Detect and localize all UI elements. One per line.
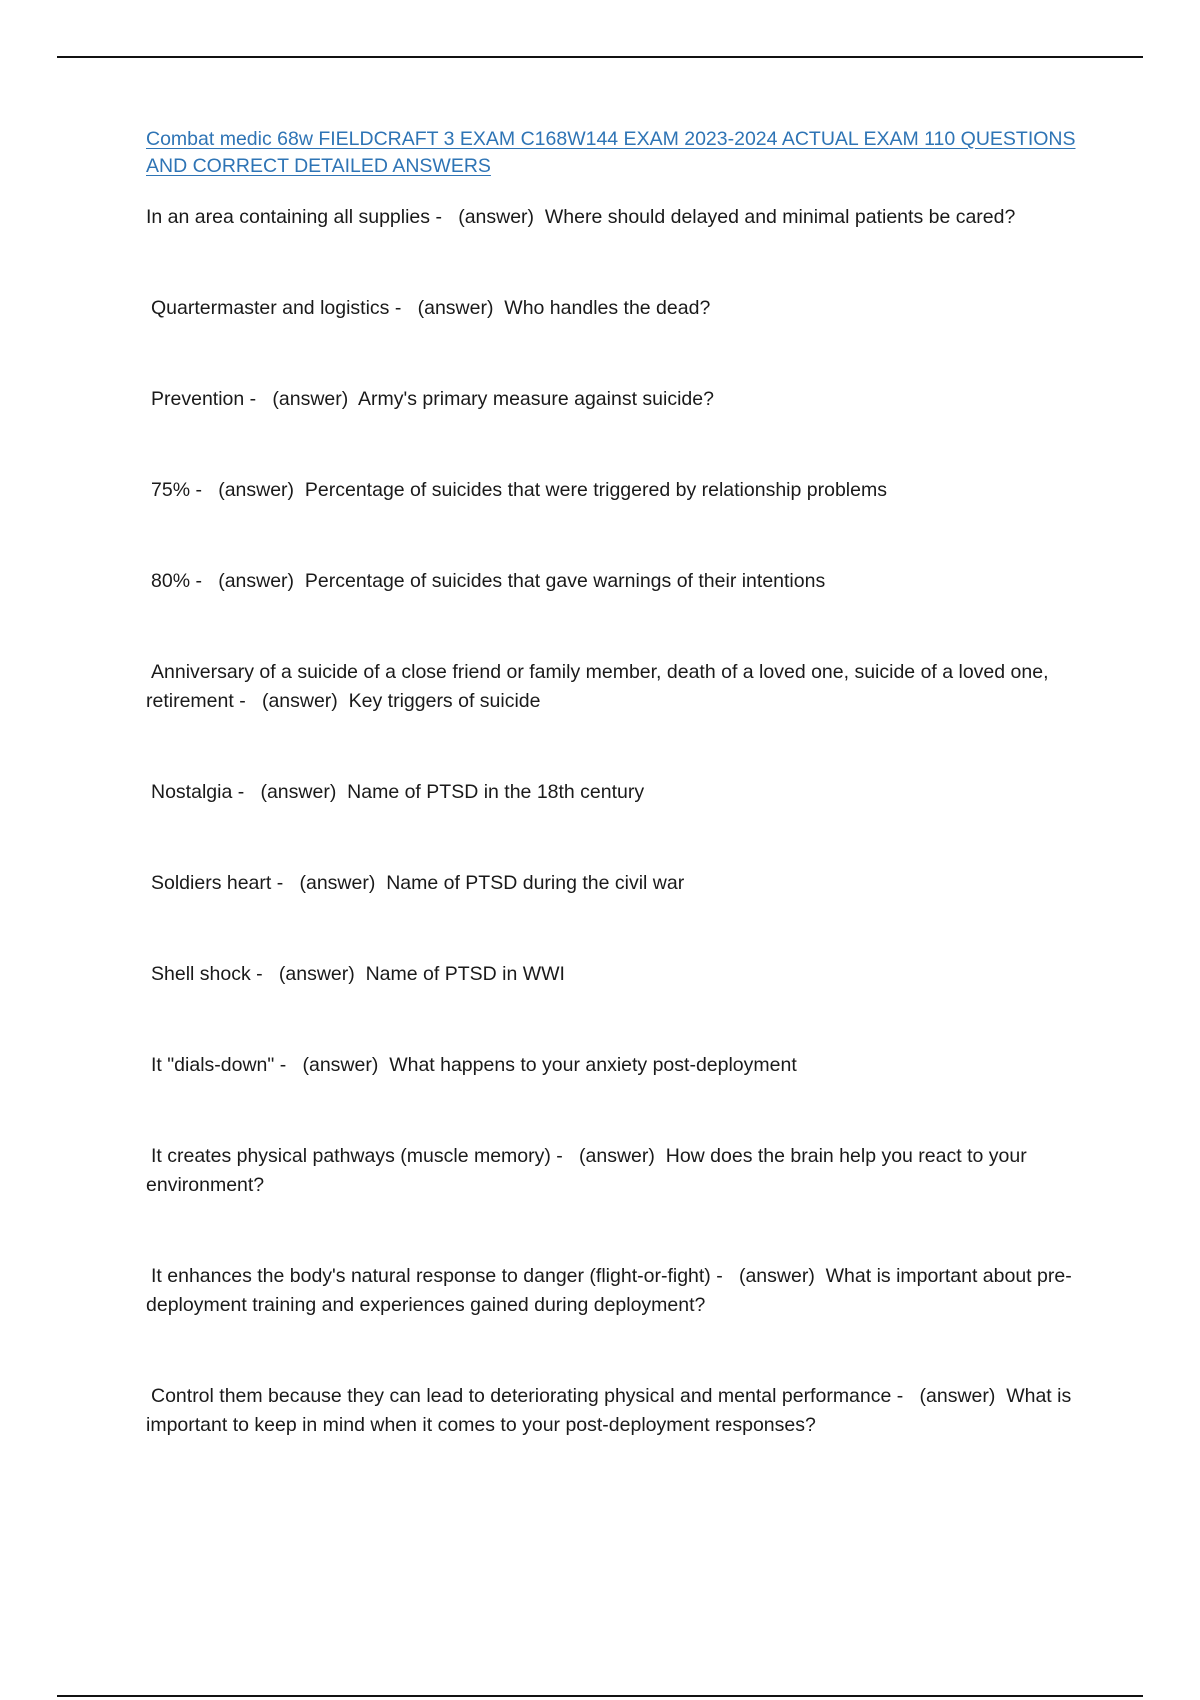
qa-item-7 [146, 778, 1096, 807]
qa-item-8 [146, 869, 1096, 898]
qa-question: What is important to keep in mind when it comes to your post-deployment responses? [146, 1385, 1072, 1436]
qa-question: Who handles the dead? [504, 297, 711, 319]
qa-answer: Quartermaster and logistics [151, 297, 390, 319]
qa-answer: It creates physical pathways (muscle memory) [151, 1145, 551, 1167]
qa-separator: - (answer) [430, 206, 545, 228]
qa-question: How does the brain help you react to your environment? [146, 1145, 1027, 1196]
qa-separator: - (answer) [244, 388, 359, 410]
qa-separator: - (answer) [233, 690, 349, 712]
qa-question: Name of PTSD in WWI [365, 963, 565, 985]
qa-separator: - (answer) [271, 872, 387, 894]
qa-list [146, 203, 1096, 1440]
qa-separator: - (answer) [190, 570, 305, 592]
qa-answer: Anniversary of a suicide of a close friend or family member, death of a loved one, suicide of a loved one, retirement [146, 661, 1049, 712]
qa-separator: - (answer) [389, 297, 505, 319]
qa-separator: - (answer) [232, 781, 348, 803]
qa-answer: It "dials-down" [151, 1054, 275, 1076]
qa-answer: In an area containing all supplies [146, 206, 431, 228]
qa-answer: 75% [151, 479, 191, 501]
qa-answer: Nostalgia [151, 781, 233, 803]
qa-item-13 [146, 1382, 1096, 1440]
qa-answer: Soldiers heart [151, 872, 272, 894]
qa-item-9 [146, 960, 1096, 989]
document-body [146, 126, 1096, 1440]
qa-answer: It enhances the body's natural response to danger (flight-or-fight) [151, 1265, 711, 1287]
qa-item-5 [146, 567, 1096, 596]
qa-question: Key triggers of suicide [348, 690, 541, 712]
qa-question: What is important about pre-deployment training and experiences gained during deployment? [146, 1265, 1072, 1316]
qa-item-4 [146, 476, 1096, 505]
qa-separator: - (answer) [891, 1385, 1007, 1407]
qa-question: Percentage of suicides that gave warnings of their intentions [304, 570, 826, 592]
qa-separator: - (answer) [710, 1265, 826, 1287]
qa-question: What happens to your anxiety post-deployment [389, 1054, 797, 1076]
qa-answer: Control them because they can lead to deteriorating physical and mental performance [151, 1385, 892, 1407]
qa-question: Where should delayed and minimal patients be cared? [544, 206, 1016, 228]
qa-question: Name of PTSD in the 18th century [347, 781, 645, 803]
qa-item-6 [146, 658, 1096, 716]
qa-item-2 [146, 294, 1096, 323]
qa-item-3 [146, 385, 1096, 414]
qa-item-10 [146, 1051, 1096, 1080]
page-bottom-rule [57, 1695, 1143, 1697]
page-top-rule [57, 56, 1143, 58]
qa-answer: Prevention [151, 388, 245, 410]
qa-item-1 [146, 203, 1096, 232]
qa-separator: - (answer) [550, 1145, 666, 1167]
qa-answer: 80% [151, 570, 191, 592]
qa-question: Army's primary measure against suicide? [358, 388, 714, 410]
qa-separator: - (answer) [250, 963, 366, 985]
qa-item-12 [146, 1262, 1096, 1320]
qa-answer: Shell shock [151, 963, 251, 985]
qa-question: Percentage of suicides that were triggered by relationship problems [304, 479, 887, 501]
qa-question: Name of PTSD during the civil war [386, 872, 685, 894]
qa-item-11 [146, 1142, 1096, 1200]
document-title[interactable]: Combat medic 68w FIELDCRAFT 3 EXAM C168W144 EXAM 2023-2024 ACTUAL EXAM 110 QUESTIONS AND CORRECT DETAILED ANSWERS [146, 128, 1076, 177]
qa-separator: - (answer) [274, 1054, 390, 1076]
qa-separator: - (answer) [190, 479, 305, 501]
